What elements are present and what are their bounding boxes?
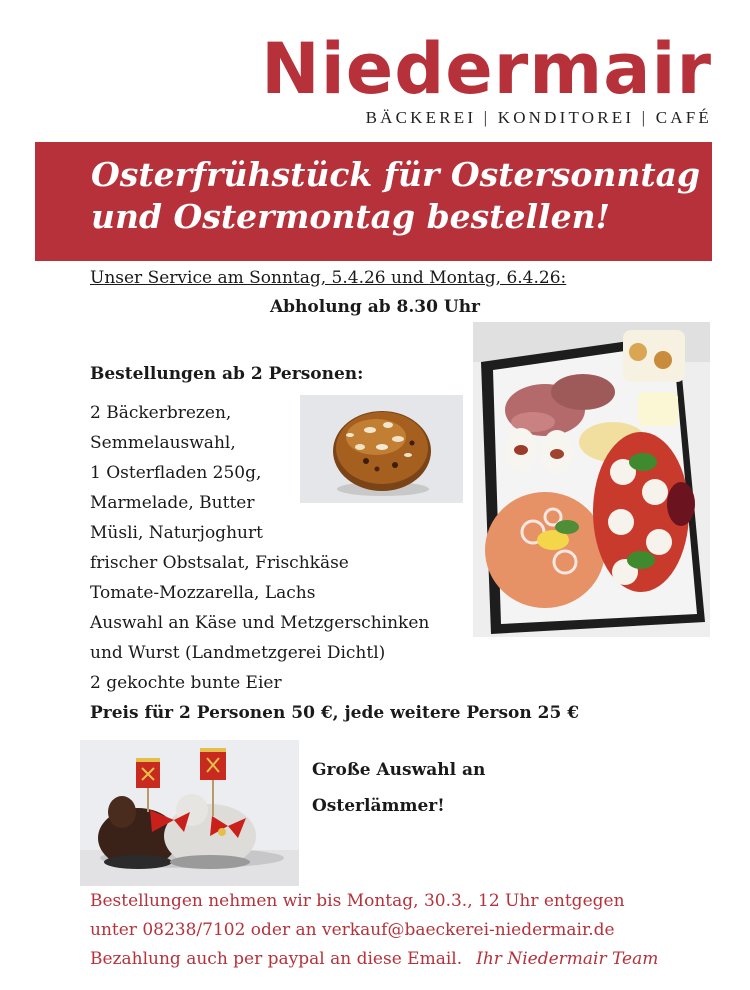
- list-item: 2 gekochte bunte Eier: [90, 673, 282, 693]
- order-contact-info: [90, 887, 658, 974]
- list-item: Auswahl an Käse und Metzgerschinken: [90, 613, 430, 633]
- headline-banner: [35, 142, 712, 261]
- list-item: Semmelauswahl,: [90, 433, 236, 453]
- list-item: 1 Osterfladen 250g,: [90, 463, 262, 483]
- list-item: frischer Obstsalat, Frischkäse: [90, 553, 349, 573]
- orders-heading: Bestellungen ab 2 Personen:: [90, 364, 364, 384]
- osterfladen-photo: [300, 395, 463, 503]
- list-item: Müsli, Naturjoghurt: [90, 523, 263, 543]
- brand-name: Niedermair: [261, 28, 712, 110]
- headline-line-1: Osterfrühstück für Ostersonntag: [91, 155, 701, 194]
- team-signature: Ihr Niedermair Team: [476, 949, 659, 969]
- payment-text: Bezahlung auch per paypal an diese Email.: [90, 949, 463, 969]
- contact-details: unter 08238/7102 oder an verkauf@baeckerei-niedermair.de: [90, 920, 615, 940]
- order-deadline: Bestellungen nehmen wir bis Montag, 30.3., 12 Uhr entgegen: [90, 891, 625, 911]
- easter-lambs-photo: [80, 740, 299, 886]
- list-item: 2 Bäckerbrezen,: [90, 403, 232, 423]
- price-info: Preis für 2 Personen 50 €, jede weitere Person 25 €: [90, 703, 580, 723]
- lambs-line-2: Osterlämmer!: [312, 796, 445, 816]
- service-dates: Unser Service am Sonntag, 5.4.26 und Montag, 6.4.26:: [90, 268, 567, 288]
- list-item: und Wurst (Landmetzgerei Dichtl): [90, 643, 386, 663]
- breakfast-platter-photo: [473, 322, 710, 637]
- lambs-line-1: Große Auswahl an: [312, 760, 486, 780]
- headline-line-2: und Ostermontag bestellen!: [91, 197, 611, 236]
- easter-lambs-promo: [312, 752, 485, 824]
- list-item: Tomate-Mozzarella, Lachs: [90, 583, 316, 603]
- pickup-time: Abholung ab 8.30 Uhr: [269, 297, 481, 317]
- brand-tagline: BÄCKEREI | KONDITOREI | CAFÉ: [365, 108, 712, 127]
- payment-info: [90, 945, 658, 974]
- list-item: Marmelade, Butter: [90, 493, 255, 513]
- brand-logo: [261, 28, 712, 128]
